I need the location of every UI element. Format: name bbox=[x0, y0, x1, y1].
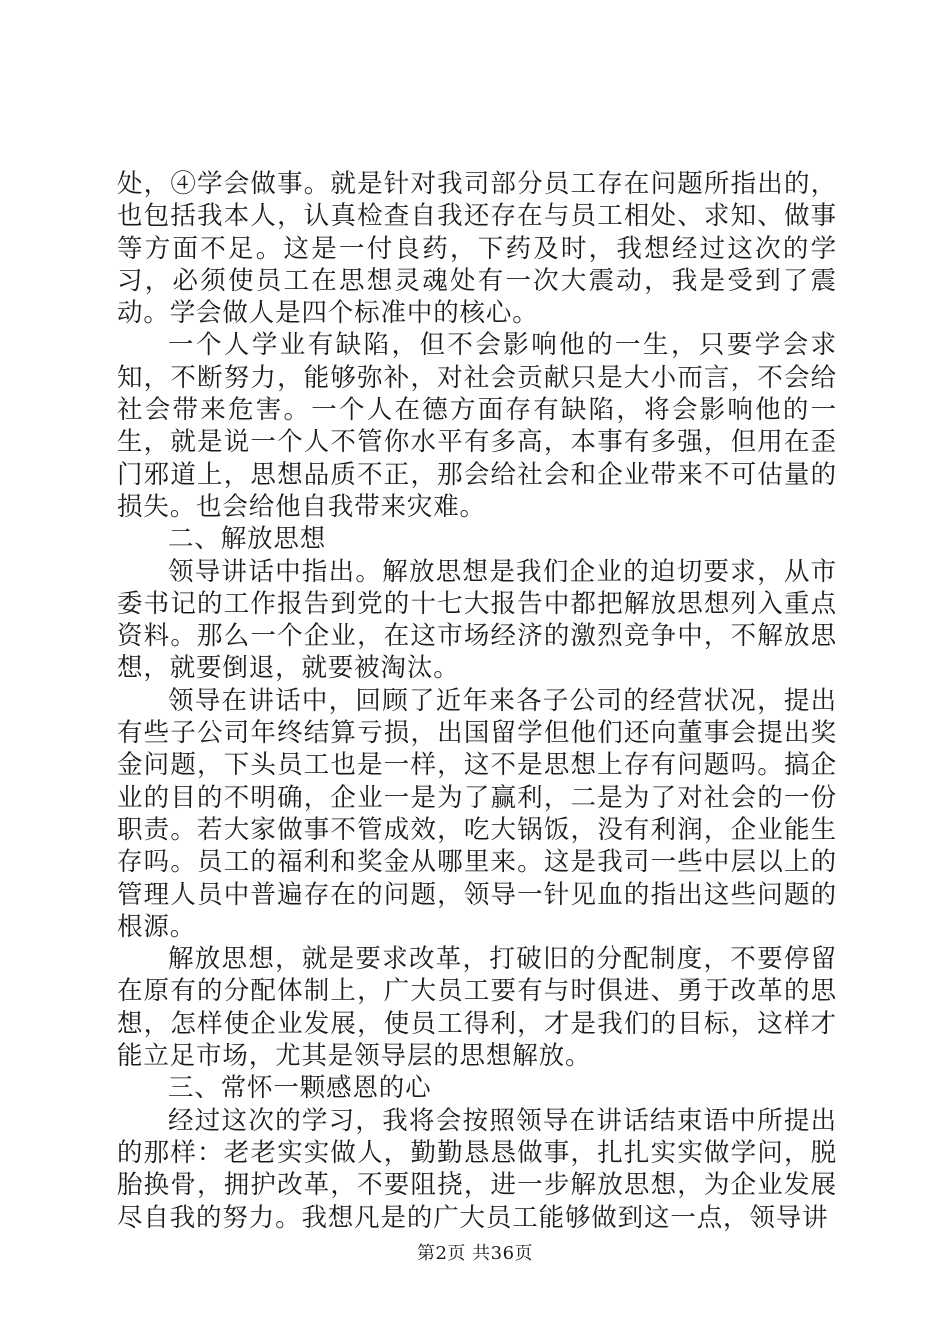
paragraph: 处，④学会做事。就是针对我司部分员工存在问题所指出的，也包括我本人，认真检查自我还存在与员工相处、求知、做事等方面不足。这是一付良药，下药及时，我想经过这次的学习，必须使员工在思想灵魂处有一次大震动，我是受到了震动。学会做人是四个标准中的核心。 bbox=[117, 169, 837, 329]
section-heading: 三、常怀一颗感恩的心 bbox=[168, 1073, 432, 1104]
paragraph: 解放思想，就是要求改革，打破旧的分配制度，不要停留在原有的分配体制上，广大员工要有与时俱进、勇于改革的思想，怎样使企业发展，使员工得利，才是我们的目标，这样才能立足市场，尤其是领导层的思想解放。 bbox=[117, 944, 837, 1072]
paragraph: 一个人学业有缺陷，但不会影响他的一生，只要学会求知，不断努力，能够弥补，对社会贡献只是大小而言，不会给社会带来危害。一个人在德方面存有缺陷，将会影响他的一生，就是说一个人不管你水平有多高，本事有多强，但用在歪门邪道上，思想品质不正，那会给社会和企业带来不可估量的损失。也会给他自我带来灾难。 bbox=[117, 330, 837, 522]
paragraph: 领导在讲话中，回顾了近年来各子公司的经营状况，提出有些子公司年终结算亏损，出国留学但他们还向董事会提出奖金问题，下头员工也是一样，这不是思想上存有问题吗。搞企业的目的不明确，企业一是为了赢利，二是为了对社会的一份职责。若大家做事不管成效，吃大锅饭，没有利润，企业能生存吗。员工的福利和奖金从哪里来。这是我司一些中层以上的管理人员中普遍存在的问题，领导一针见血的指出这些问题的根源。 bbox=[117, 685, 837, 942]
paragraph: 领导讲话中指出。解放思想是我们企业的迫切要求，从市委书记的工作报告到党的十七大报告中都把解放思想列入重点资料。那么一个企业，在这市场经济的激烈竞争中，不解放思想，就要倒退，就要被淘汰。 bbox=[117, 556, 837, 684]
document-body bbox=[117, 168, 837, 1234]
paragraph: 经过这次的学习，我将会按照领导在讲话结束语中所提出的那样：老老实实做人，勤勤恳恳做事，扎扎实实做学问，脱胎换骨，拥护改革，不要阻挠，进一步解放思想，为企业发展尽自我的努力。我想凡是的广大员工能够做到这一点，领导讲 bbox=[117, 1105, 837, 1233]
page-footer: 第2页 共36页 bbox=[416, 1243, 534, 1264]
section-heading: 二、解放思想 bbox=[168, 524, 327, 555]
